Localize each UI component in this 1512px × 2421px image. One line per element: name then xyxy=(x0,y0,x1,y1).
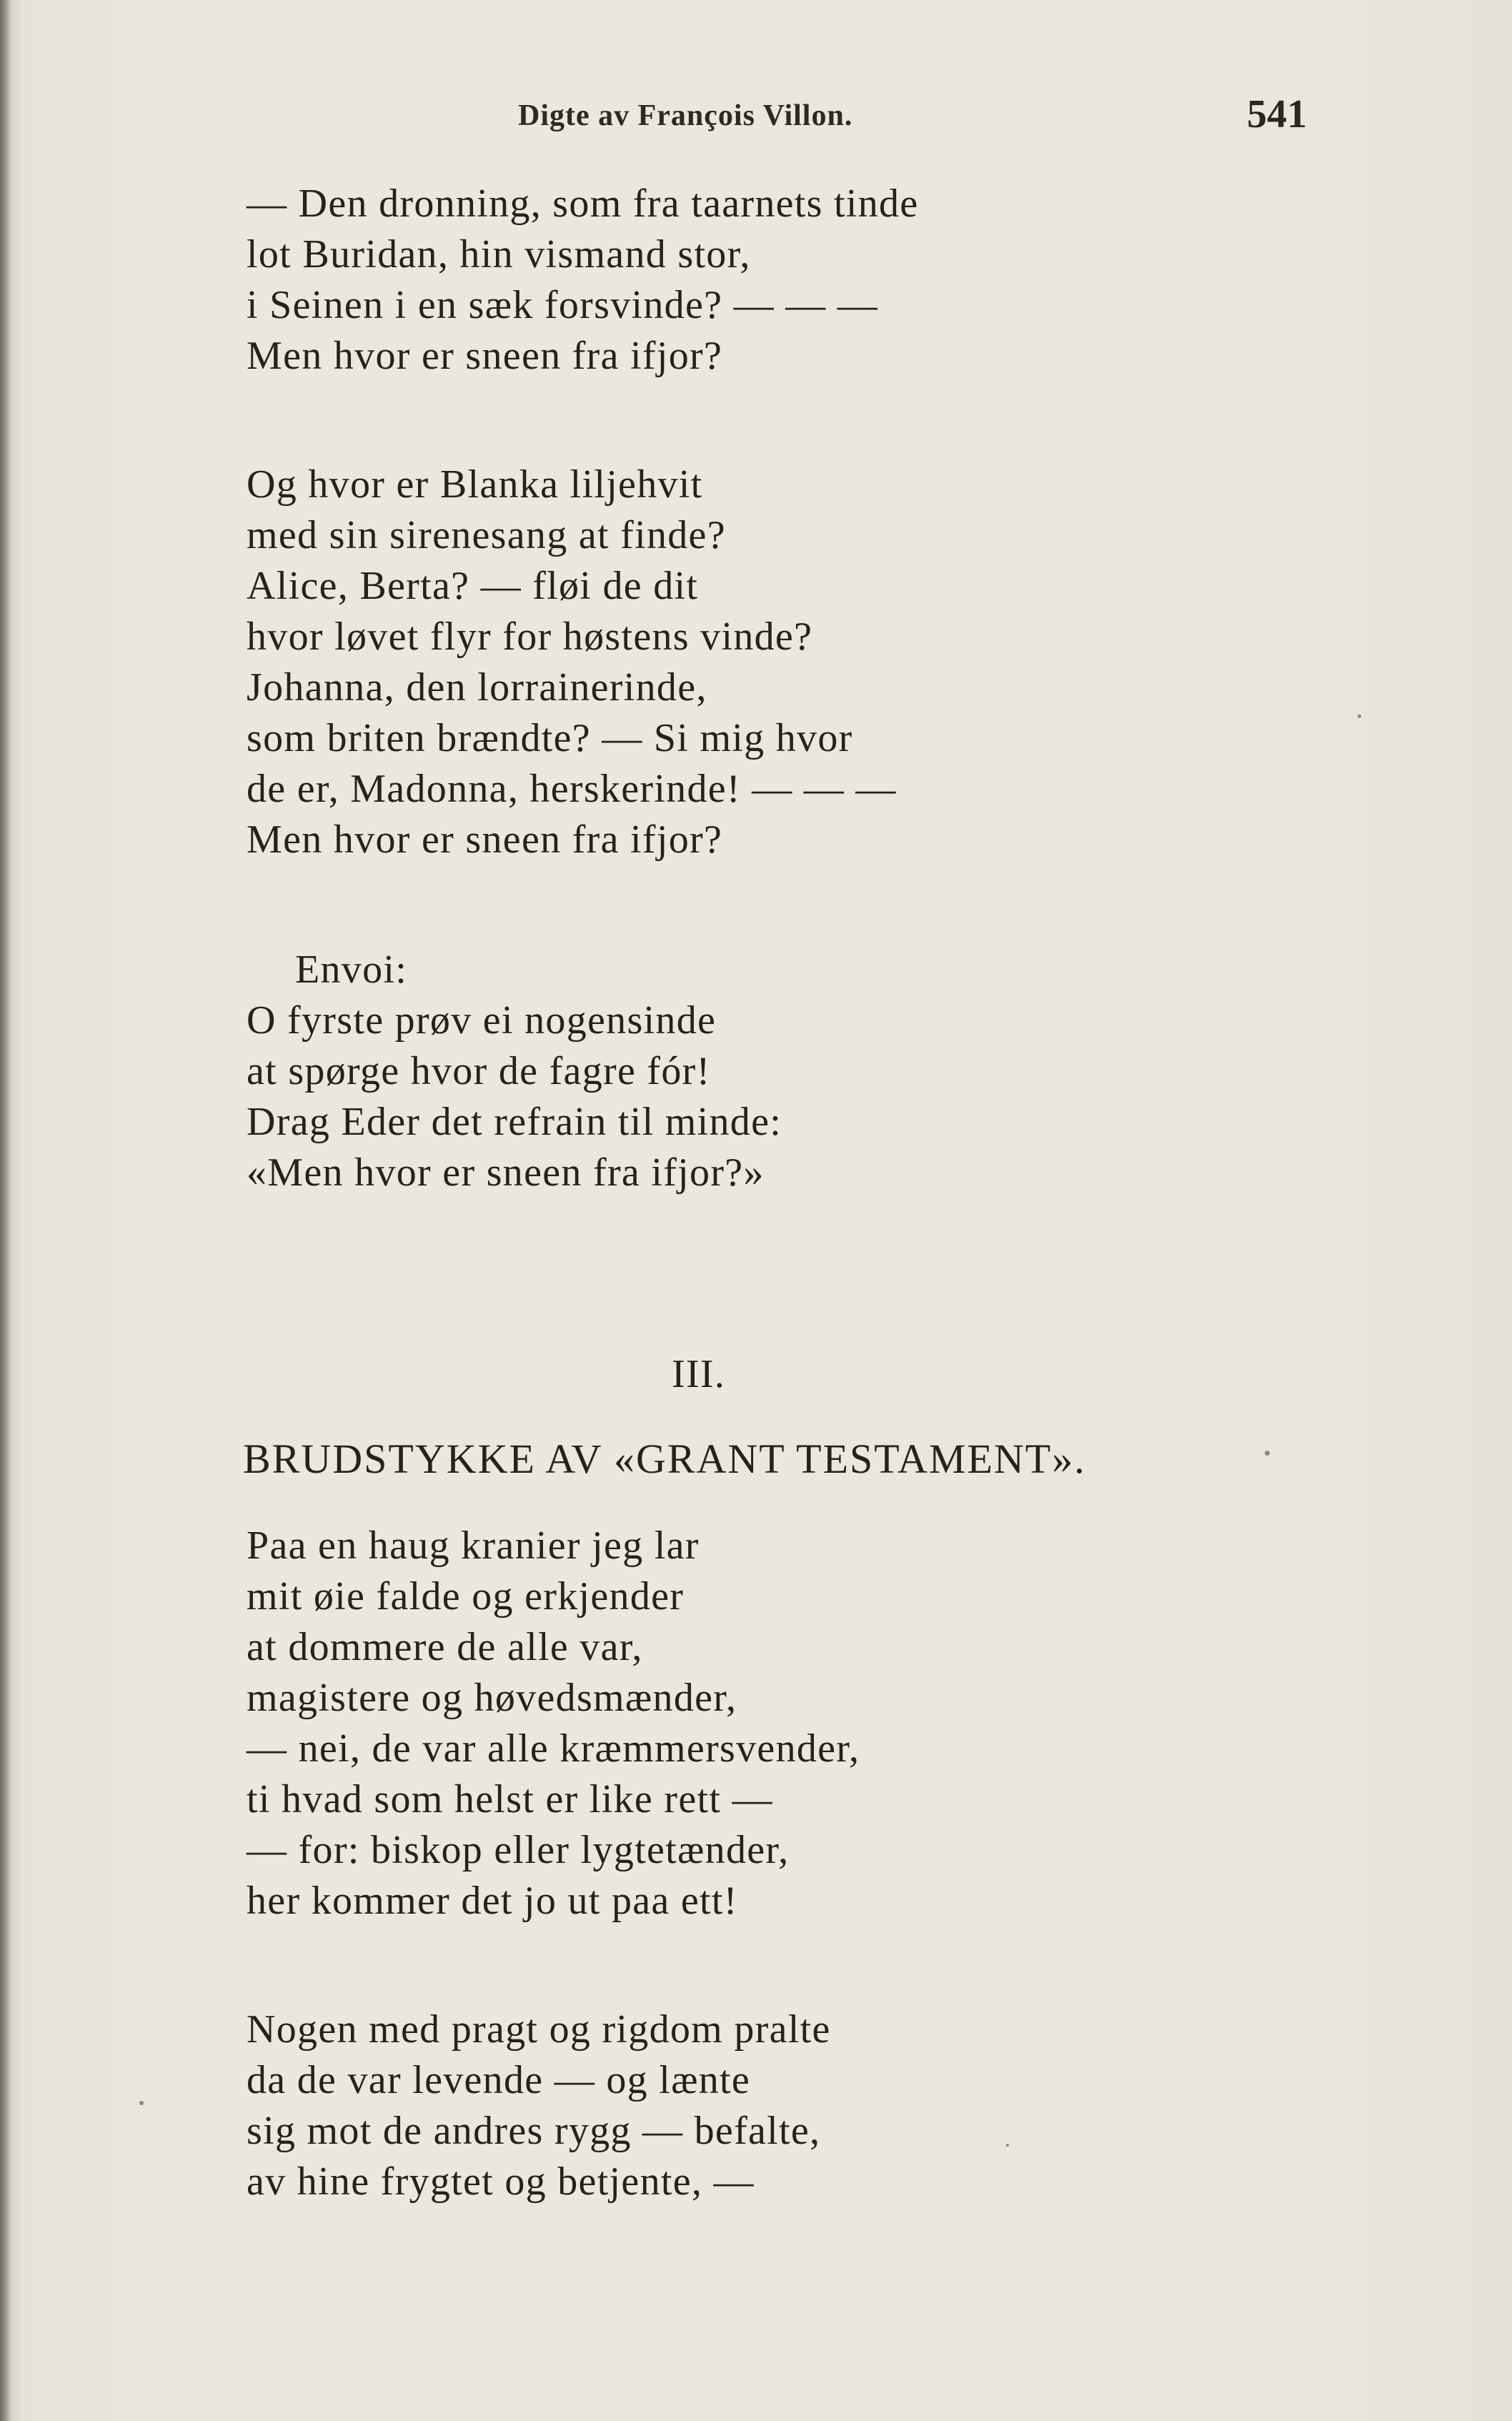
section-numeral: III. xyxy=(672,1352,726,1396)
verse-line: Paa en haug kranier jeg lar xyxy=(247,1523,700,1568)
page-header xyxy=(0,91,1512,141)
verse-line: Og hvor er Blanka liljehvit xyxy=(247,462,703,507)
envoi-label: Envoi: xyxy=(295,948,408,992)
verse-line: hvor løvet flyr for høstens vinde? xyxy=(247,615,813,659)
paper-speck xyxy=(1265,1451,1270,1456)
stanza-1 xyxy=(247,179,1247,382)
verse-line: i Seinen i en sæk forsvinde? — — — xyxy=(247,283,879,327)
verse-line: — Den dronning, som fra taarnets tinde xyxy=(247,182,919,226)
verse-line: lot Buridan, hin vismand stor, xyxy=(247,232,751,277)
envoi-stanza xyxy=(247,995,1247,1198)
paper-speck xyxy=(139,2101,144,2105)
verse-line: at dommere de alle var, xyxy=(247,1625,643,1669)
verse-line: Alice, Berta? — fløi de dit xyxy=(247,564,699,608)
verse-line: Johanna, den lorrainerinde, xyxy=(247,665,707,710)
verse-line: Men hvor er sneen fra ifjor? xyxy=(247,334,723,378)
verse-line: — for: biskop eller lygtetænder, xyxy=(247,1828,790,1872)
verse-line: av hine frygtet og betjente, — xyxy=(247,2159,755,2204)
verse-line: da de var levende — og lænte xyxy=(247,2058,751,2102)
stanza-3 xyxy=(247,1521,1247,1927)
verse-line: — nei, de var alle kræmmersvender, xyxy=(247,1726,860,1771)
verse-line: sig mot de andres rygg — befalte, xyxy=(247,2109,821,2153)
page-number: 541 xyxy=(1247,92,1307,136)
running-head: Digte av François Villon. xyxy=(518,99,853,132)
verse-line: at spørge hvor de fagre fór! xyxy=(247,1049,711,1093)
verse-line: Drag Eder det refrain til minde: xyxy=(247,1100,782,1144)
verse-line: «Men hvor er sneen fra ifjor?» xyxy=(247,1150,765,1195)
verse-line: ti hvad som helst er like rett — xyxy=(247,1777,773,1821)
stanza-4 xyxy=(247,2004,1247,2207)
verse-line: Nogen med pragt og rigdom pralte xyxy=(247,2007,831,2052)
paper-speck xyxy=(1006,2144,1009,2147)
verse-line: O fyrste prøv ei nogensinde xyxy=(247,998,717,1043)
verse-line: som briten brændte? — Si mig hvor xyxy=(247,716,853,760)
verse-line: Men hvor er sneen fra ifjor? xyxy=(247,817,723,862)
stanza-2 xyxy=(247,459,1247,865)
verse-line: her kommer det jo ut paa ett! xyxy=(247,1879,738,1923)
paper-speck xyxy=(1358,715,1361,718)
verse-line: de er, Madonna, herskerinde! — — — xyxy=(247,767,897,811)
verse-line: med sin sirenesang at finde? xyxy=(247,513,726,557)
verse-line: mit øie falde og erkjender xyxy=(247,1574,685,1619)
section-title: BRUDSTYKKE AV «GRANT TESTAMENT». xyxy=(243,1436,1086,1482)
verse-line: magistere og høvedsmænder, xyxy=(247,1676,737,1720)
